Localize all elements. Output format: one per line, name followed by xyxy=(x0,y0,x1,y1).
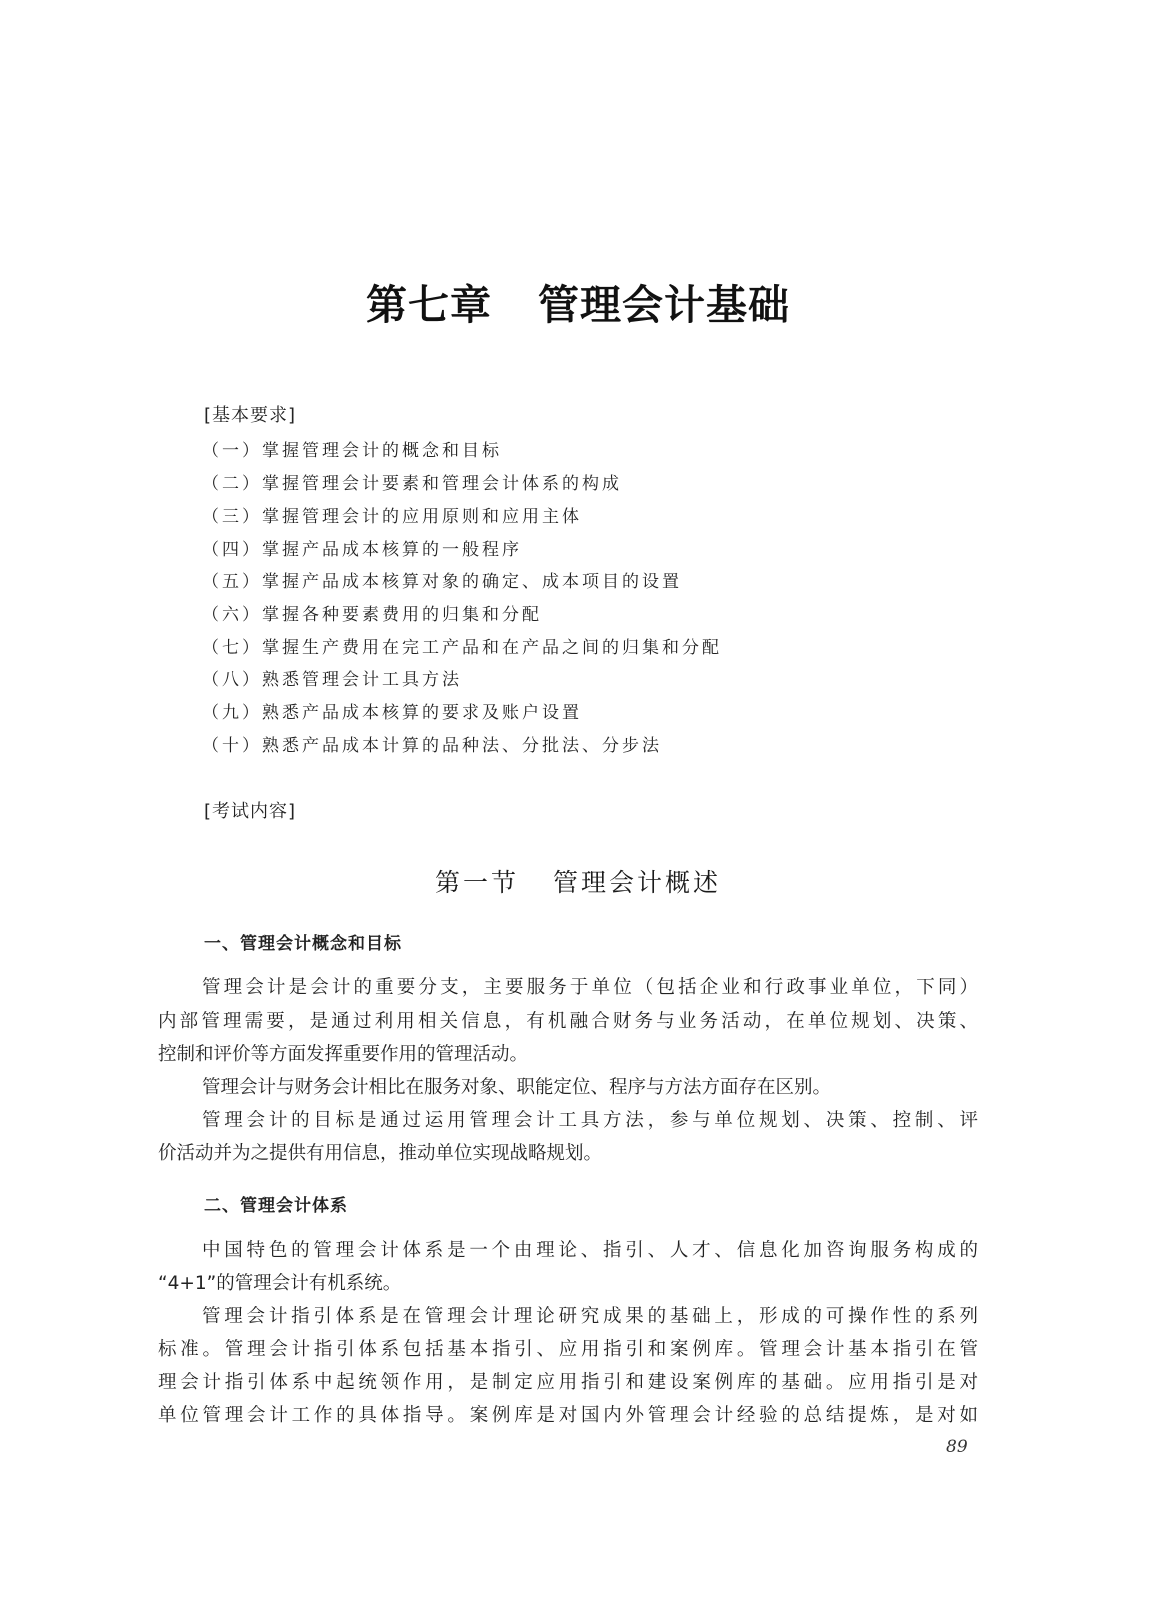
paragraph-line: 管理会计是会计的重要分支，主要服务于单位（包括企业和行政事业单位，下同） xyxy=(202,977,978,998)
requirement-item-10: （十）熟悉产品成本计算的品种法、分批法、分步法 xyxy=(202,736,662,756)
paragraph-line: 中国特色的管理会计体系是一个由理论、指引、人才、信息化加咨询服务构成的 xyxy=(202,1240,978,1261)
section-name: 管理会计概述 xyxy=(553,868,722,897)
requirement-item-8: （八）熟悉管理会计工具方法 xyxy=(202,670,462,690)
paragraph-line: 理会计指引体系中起统领作用，是制定应用指引和建设案例库的基础。应用指引是对 xyxy=(158,1372,978,1393)
requirement-item-3: （三）掌握管理会计的应用原则和应用主体 xyxy=(202,507,582,527)
section-title xyxy=(0,863,1156,899)
subsection-heading-system: 二、管理会计体系 xyxy=(204,1196,348,1216)
chapter-number: 第七章 xyxy=(366,281,492,329)
chapter-title xyxy=(0,272,1156,331)
paragraph-line: 管理会计的目标是通过运用管理会计工具方法，参与单位规划、决策、控制、评 xyxy=(202,1110,978,1131)
paragraph-line: “4+1”的管理会计有机系统。 xyxy=(158,1273,402,1294)
exam-content-heading: [考试内容] xyxy=(204,801,297,822)
paragraph-line: 管理会计与财务会计相比在服务对象、职能定位、程序与方法方面存在区别。 xyxy=(202,1077,832,1098)
paragraph-line: 价活动并为之提供有用信息，推动单位实现战略规划。 xyxy=(158,1143,603,1164)
requirements-heading: [基本要求] xyxy=(204,405,297,426)
requirement-item-7: （七）掌握生产费用在完工产品和在产品之间的归集和分配 xyxy=(202,638,722,658)
page-number: 89 xyxy=(946,1437,968,1457)
requirement-item-2: （二）掌握管理会计要素和管理会计体系的构成 xyxy=(202,474,622,494)
section-number: 第一节 xyxy=(434,868,519,897)
paragraph-line: 管理会计指引体系是在管理会计理论研究成果的基础上，形成的可操作性的系列 xyxy=(202,1306,978,1327)
requirement-item-4: （四）掌握产品成本核算的一般程序 xyxy=(202,540,522,560)
paragraph-line: 控制和评价等方面发挥重要作用的管理活动。 xyxy=(158,1044,529,1065)
chapter-name: 管理会计基础 xyxy=(538,281,790,329)
paragraph-line: 单位管理会计工作的具体指导。案例库是对国内外管理会计经验的总结提炼，是对如 xyxy=(158,1405,978,1426)
requirement-item-6: （六）掌握各种要素费用的归集和分配 xyxy=(202,605,542,625)
requirement-item-9: （九）熟悉产品成本核算的要求及账户设置 xyxy=(202,703,582,723)
paragraph-line: 标准。管理会计指引体系包括基本指引、应用指引和案例库。管理会计基本指引在管 xyxy=(158,1339,978,1360)
paragraph-line: 内部管理需要，是通过利用相关信息，有机融合财务与业务活动，在单位规划、决策、 xyxy=(158,1011,978,1032)
subsection-heading-concept: 一、管理会计概念和目标 xyxy=(204,934,402,954)
requirement-item-5: （五）掌握产品成本核算对象的确定、成本项目的设置 xyxy=(202,572,682,592)
requirement-item-1: （一）掌握管理会计的概念和目标 xyxy=(202,441,502,461)
